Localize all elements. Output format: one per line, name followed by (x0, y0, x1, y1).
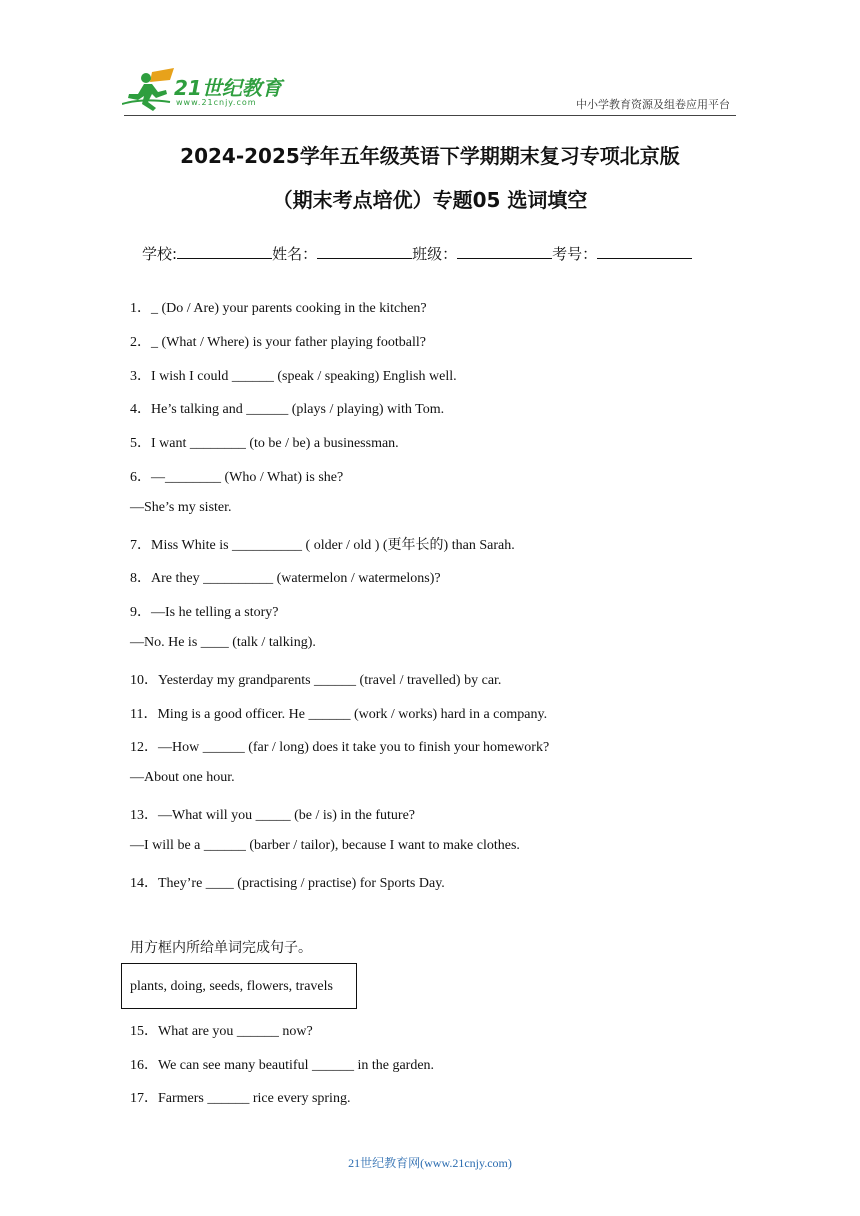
student-info-line (142, 243, 692, 264)
question-line: 5．I want ________ (to be / be) a businessman. (130, 436, 399, 451)
answer-line: —No. He is ____ (talk / talking). (130, 635, 316, 650)
question-line: 14．They’re ____ (practising / practise) for Sports Day. (130, 876, 445, 891)
page-header (0, 0, 860, 120)
answer-line: —She’s my sister. (130, 500, 232, 515)
name-field[interactable] (317, 244, 412, 259)
question-line: 3．I wish I could ______ (speak / speaking) English well. (130, 369, 457, 384)
class-field[interactable] (457, 244, 552, 259)
page-title: 2024-2025学年五年级英语下学期期末复习专项北京版 (180, 144, 680, 168)
number-field[interactable] (597, 244, 692, 259)
platform-label: 中小学教育资源及组卷应用平台 (576, 98, 730, 111)
header-divider (124, 115, 736, 116)
question-line: 11．Ming is a good officer. He ______ (work / works) hard in a company. (130, 707, 548, 722)
page-subtitle: （期末考点培优）专题05 选词填空 (272, 188, 588, 212)
school-label: 学校: (142, 245, 178, 263)
class-label: 班级： (412, 245, 458, 263)
name-label: 姓名： (272, 245, 318, 263)
question-line: 10．Yesterday my grandparents ______ (travel / travelled) by car. (130, 673, 502, 688)
question-line: 17．Farmers ______ rice every spring. (130, 1091, 351, 1106)
question-line: 13．—What will you _____ (be / is) in the future? (130, 808, 415, 823)
school-field[interactable] (177, 244, 272, 259)
question-line: 1．_ (Do / Are) your parents cooking in the kitchen? (130, 301, 427, 316)
section-instruction: 用方框内所给单词完成句子。 (130, 940, 312, 956)
question-line: 6．—________ (Who / What) is she? (130, 470, 344, 485)
question-line: 8．Are they __________ (watermelon / watermelons)? (130, 571, 441, 586)
logo-url: www.21cnjy.com (176, 98, 257, 107)
answer-line: —About one hour. (130, 770, 235, 785)
logo-text: 21世纪教育 (174, 76, 282, 100)
logo (122, 68, 292, 116)
question-line: 9．—Is he telling a story? (130, 605, 279, 620)
footer-link[interactable]: 21世纪教育网(www.21cnjy.com) (348, 1156, 512, 1170)
question-line: 12．—How ______ (far / long) does it take you to finish your homework? (130, 740, 550, 755)
answer-line: —I will be a ______ (barber / tailor), because I want to make clothes. (130, 838, 520, 853)
number-label: 考号： (552, 245, 598, 263)
question-line: 15．What are you ______ now? (130, 1024, 313, 1039)
word-box: plants, doing, seeds, flowers, travels (121, 963, 357, 1009)
question-line: 7．Miss White is __________ ( older / old ) (更年长的) than Sarah. (130, 538, 515, 553)
question-line: 16．We can see many beautiful ______ in the garden. (130, 1058, 435, 1073)
runner-icon (122, 68, 178, 112)
question-line: 4．He’s talking and ______ (plays / playing) with Tom. (130, 402, 445, 417)
question-line: 2．_ (What / Where) is your father playing football? (130, 335, 426, 350)
